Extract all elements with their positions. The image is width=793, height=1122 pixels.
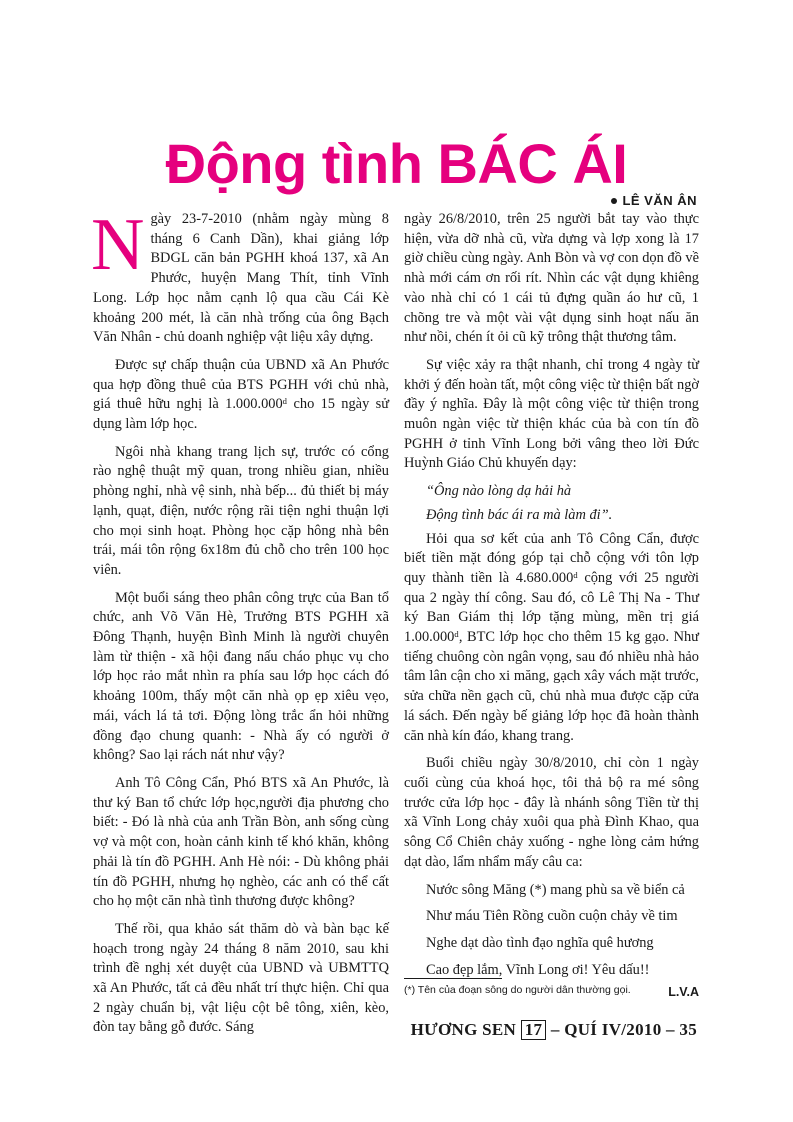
footnote: (*) Tên của đoạn sông do người dân thường gọi.	[404, 984, 631, 996]
quote-line: “Ông nào lòng dạ hải hà	[426, 483, 572, 500]
author-byline	[611, 193, 697, 208]
body-paragraph: Một buổi sáng theo phân công trực của Ban tổ chức, anh Võ Văn Hè, Trưởng BTS PGHH xã Đông Thạnh, huyện Bình Minh là người chuyên làm từ thiện - xã hội đang nấu cháo phục vụ cho lớp học rảo mắt nhìn ra phía sau lớp học cách đó khoảng 100m, thấy một căn nhà ọp ẹp xiêu vẹo, mái, vách lá tả tơi. Động lòng trắc ẩn hỏi những đồng đạo chung quanh: - Nhà ấy có người ở không? Sao lại rách nát như vậy?	[93, 589, 389, 764]
body-paragraph: Sự việc xảy ra thật nhanh, chỉ trong 4 ngày từ khởi ý đến hoàn tất, một công việc từ thiện bất ngờ đầy ý nghĩa. Đây là một công việc từ thiện trong muôn ngàn việc từ thiện khác của bà con tín đồ PGHH ở tỉnh Vĩnh Long bởi vâng theo lời Đức Huỳnh Giáo Chủ khuyến dạy:	[404, 356, 699, 472]
footnote-rule	[404, 978, 502, 979]
left-column	[91, 204, 389, 1046]
bullet-icon	[611, 198, 617, 204]
poem-line: Cao đẹp lắm, Vĩnh Long ơi! Yêu dấu!!	[426, 961, 650, 978]
poem-line: Nước sông Măng (*) mang phù sa về biển cả	[426, 881, 685, 898]
right-column	[404, 210, 699, 1003]
body-paragraph: Ngày 23-7-2010 (nhằm ngày mùng 8 tháng 6 Canh Dần), khai giảng lớp BDGL căn bản PGHH khoá 137, xã An Phước, huyện Mang Thít, tỉnh Vĩnh Long. Lớp học nằm cạnh lộ qua cầu Cái Kè khoảng 200 mét, là căn nhà trống của ông Bạch Văn Nhân - chủ doanh nghiệp vật liệu xây dựng.	[91, 204, 389, 346]
quote-line: Động tình bác ái ra mà làm đi”.	[426, 506, 613, 523]
article-title: Động tình BÁC ÁI	[165, 132, 628, 195]
signoff: L.V.A	[668, 985, 699, 1000]
poem-line: Như máu Tiên Rồng cuồn cuộn chảy về tim	[426, 908, 678, 925]
page-footer	[411, 1020, 697, 1040]
body-paragraph: Hỏi qua sơ kết của anh Tô Công Cẩn, được biết tiền mặt đóng góp tại chỗ cộng với tôn lợp quy thành tiền là 4.680.000ᵈ cộng với 25 người qua 2 ngày thí công. Sau đó, cô Lê Thị Na - Thư ký Ban Giám thị lớp tặng mùng, mền trị giá 1.00.000ᵈ, BTC lớp học cho thêm 15 kg gạo. Như tiếng chuông còn ngân vọng, sau đó nhiều nhà hảo tâm lân cận cho xi măng, gạch xây vách mặt trước, sửa chữa nền gạch cũ, chủ nhà mua được cặp cửa lá sách. Đến ngày bế giảng lớp học đã hoàn thành căn nhà kín đáo, khang trang.	[404, 530, 699, 744]
magazine-name: HƯƠNG SEN	[410, 1020, 517, 1039]
body-paragraph: Ngôi nhà khang trang lịch sự, trước có cổng rào nghệ thuật mỹ quan, trong nhiều gian, nhiều phòng nghỉ, nhà vệ sinh, nhà bếp... đủ thiết bị máy lạnh, quạt, điện, nước rộng rãi tiện nghi thuận lợi cho mọi sinh hoạt. Phòng học cặp hông nhà bên trái, mái tôn rộng 6x18m đủ chỗ cho trên 100 học viên.	[93, 443, 389, 578]
issue-number: 17	[521, 1020, 547, 1040]
body-paragraph: ngày 26/8/2010, trên 25 người bắt tay vào thực hiện, vừa dỡ nhà cũ, vừa dựng và lợp xong là 17 giờ chiều cùng ngày. Anh Bòn và vợ con dọn đồ về nhà mới cám ơn rối rít. Nhìn các vật dụng khiêng vào nhà chỉ có 1 cái tủ đựng quần áo hư cũ, 1 chõng tre và một vài vật dụng sinh hoạt nấu ăn như nồi, chén ít ỏi cũ kỹ trông thật thương tâm.	[404, 211, 699, 346]
author-name: LÊ VĂN ÂN	[622, 193, 697, 208]
issue-period: – QUÍ IV/2010 – 35	[550, 1020, 697, 1039]
body-paragraph: Thế rồi, qua khảo sát thăm dò và bàn bạc kế hoạch trong ngày 24 tháng 8 năm 2010, sau khi trình đề nghị xét duyệt của UBND và UBMTTQ xã An Phước, tất cả đều nhất trí thực hiện. Chỉ qua 2 ngày chuẩn bị, vật liệu cột bê tông, xiên, kèo, đòn tay bằng gỗ đước. Sáng	[93, 920, 389, 1036]
poem-line: Nghe dạt dào tình đạo nghĩa quê hương	[426, 934, 654, 951]
body-paragraph: Anh Tô Công Cẩn, Phó BTS xã An Phước, là thư ký Ban tổ chức lớp học,người địa phương cho biết: - Đó là nhà của anh Trần Bòn, anh sống cùng vợ và một con, hoàn cảnh kinh tế khó khăn, không phải là tín đồ PGHH. Anh Hè nói: - Dù không phải tín đồ PGHH, nhưng họ nghèo, các anh có thể cất cho họ một căn nhà tình thương được không?	[93, 774, 389, 910]
drop-cap: N	[91, 204, 145, 286]
body-paragraph: Được sự chấp thuận của UBND xã An Phước qua hợp đồng thuê của BTS PGHH với chủ nhà, giá thuê hữu nghị là 1.000.000ᵈ cho 15 ngày sử dụng làm lớp học.	[93, 356, 389, 433]
body-paragraph: Buổi chiều ngày 30/8/2010, chỉ còn 1 ngày cuối cùng của khoá học, tôi thả bộ ra mé sông trước cửa lớp học - đây là nhánh sông Tiền từ thị xã Vĩnh Long chảy xuôi qua phà Đình Khao, qua sông Cổ Chiên chảy xuống - nghe lòng cảm hứng dạt dào, lẩm nhẩm mấy câu ca:	[404, 755, 699, 870]
